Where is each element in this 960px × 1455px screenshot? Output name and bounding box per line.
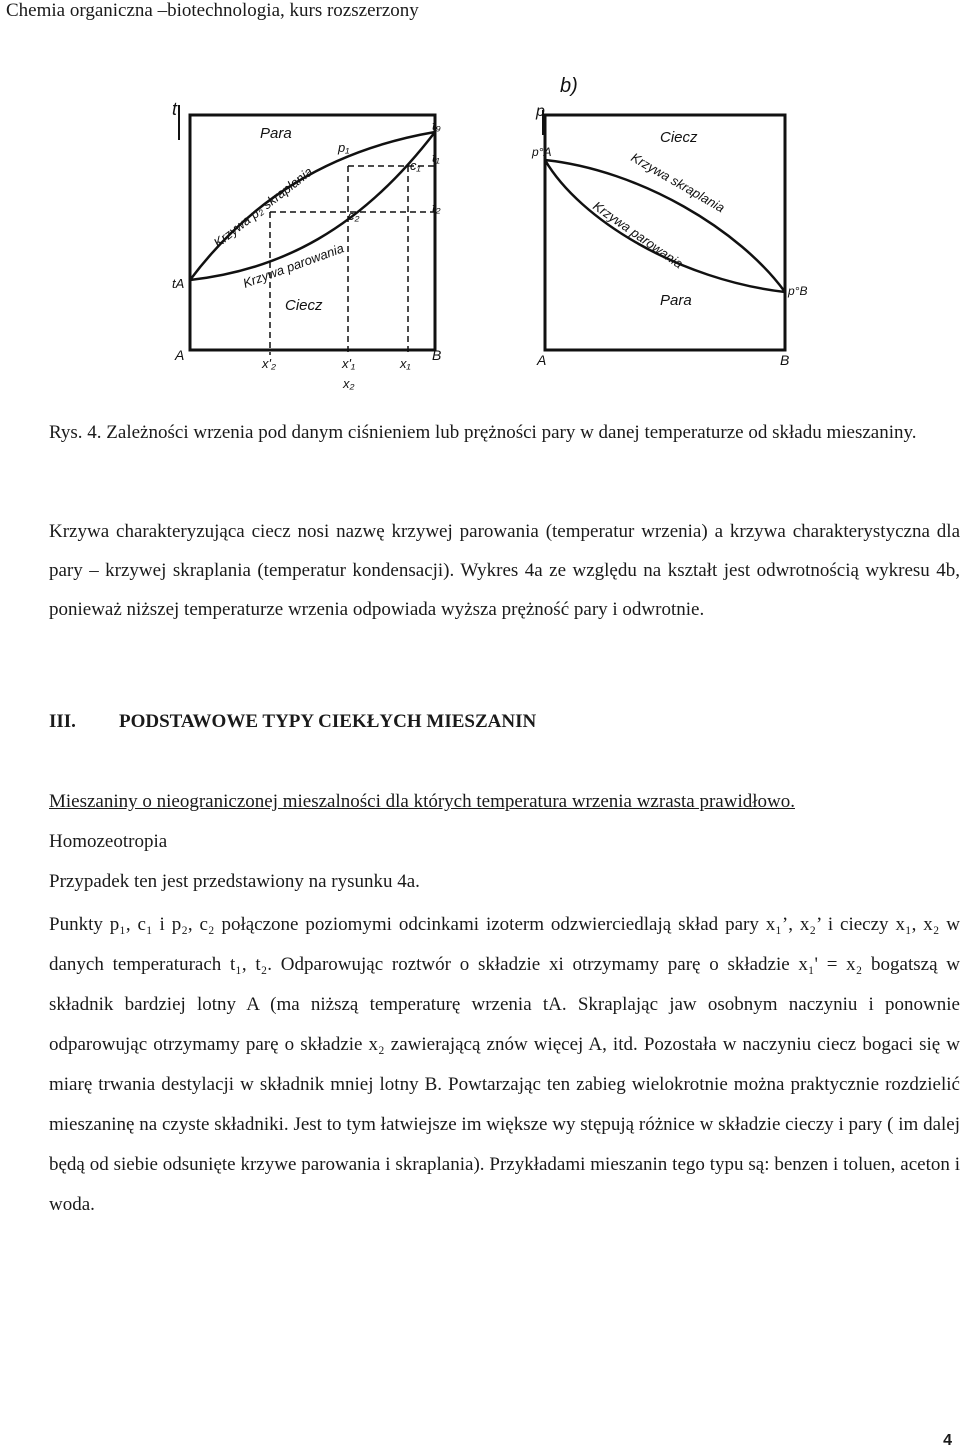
section-heading (49, 711, 536, 733)
tA-label: tA (172, 276, 185, 291)
label-ciecz-b: Ciecz (660, 129, 698, 146)
t9-label: t₉ (432, 118, 441, 133)
A-label-a: A (175, 347, 185, 363)
figure-b-tag: b) (560, 75, 578, 97)
point-c2-label: c₂ (348, 208, 360, 223)
x2p-label: x'₂ (262, 356, 276, 371)
B-label-b: B (780, 352, 790, 368)
przypadek-line: Przypadek ten jest przedstawiony na rysunku 4a. (49, 871, 420, 892)
x2-label: x₂ (343, 376, 355, 391)
label-para-b: Para (660, 292, 692, 309)
diagram-a (179, 105, 435, 355)
paragraph-curves: Krzywa charakteryzująca ciecz nosi nazwę krzywej parowania (temperatur wrzenia) a krzywa charakterystyczna dla pary – krzywej skraplania (temperatur kondensacji). Wykres 4a ze względu na kształt jest odwrotnością wykresu 4b, ponieważ niższej temperaturze wrzenia odpowiada wyższa prężność pary i odwrotnie. (49, 521, 960, 620)
subheading: Mieszaniny o nieograniczonej mieszalności dla których temperatura wrzenia wzrasta prawidłowo. (49, 791, 795, 812)
pA-label: p°A (532, 145, 552, 159)
x1-label: x₁ (400, 356, 411, 371)
figure-caption: Rys. 4. Zależności wrzenia pod danym ciśnieniem lub prężności pary w danej temperaturze od składu mieszaniny. (49, 422, 917, 443)
t2-label: t₂ (432, 200, 441, 215)
B-label-a: B (432, 347, 442, 363)
pB-label: p°B (788, 284, 808, 298)
homozeotropia-label: Homozeotropia (49, 831, 168, 852)
phase-diagrams-figure (160, 70, 820, 400)
t1-label: t₁ (432, 150, 440, 165)
diagram-b (543, 110, 785, 350)
page-number: 4 (943, 1432, 952, 1449)
A-label-b: A (537, 352, 547, 368)
section-number: III. (49, 711, 76, 732)
axis-p-label: p (536, 103, 545, 120)
page-header: Chemia organiczna –biotechnologia, kurs rozszerzony (6, 0, 419, 21)
point-c1-label: c₁ (410, 158, 421, 173)
x1p-label: x'₁ (342, 356, 356, 371)
axis-t-label: t (172, 99, 178, 119)
label-para-a: Para (260, 125, 292, 142)
section-title: PODSTAWOWE TYPY CIEKŁYCH MIESZANIN (119, 711, 537, 732)
diagram-b-frame (545, 115, 785, 350)
label-skraplania-b: Krzywa skraplania (628, 149, 728, 216)
label-ciecz-a: Ciecz (285, 297, 323, 314)
point-p1-label: p₁ (338, 140, 350, 155)
label-skraplania-a: Krzywa p₂ skraplania (210, 163, 316, 251)
label-parowania-a: Krzywa parowania (240, 240, 346, 291)
paragraph-distillation: Punkty p₁, c₁ i p₂, c₂ połączone poziomymi odcinkami izoterm odzwierciedlają skład pary x₁’, x₂’ i cieczy x₁, x₂ w danych temperaturach t₁, t₂. Odparowując roztwór o składzie xi otrzymamy parę o składzie x₁' = x₂ bogatszą w składnik bardziej lotny A (ma niższą temperaturę wrzenia tA. Skraplając jaw osobnym naczyniu i ponownie odparowując otrzymamy parę o składzie x₂ zawierającą znów więcej A, itd. Pozostała w naczyniu ciecz bogaci się w miarę trwania destylacji w składnik mniej lotny B. Powtarzając ten zabieg wielokrotnie można praktycznie rozdzielić mieszaninę na czyste składniki. Jest to tym łatwiejsze im większe wy stępują różnice w składzie cieczy i pary ( im dalej będą od siebie odsunięte krzywe parowania i skraplania). Przykładami mieszanin tego typu są: benzen i toluen, aceton i woda. (49, 914, 960, 1215)
label-parowania-b: Krzywa parowania (590, 198, 686, 272)
